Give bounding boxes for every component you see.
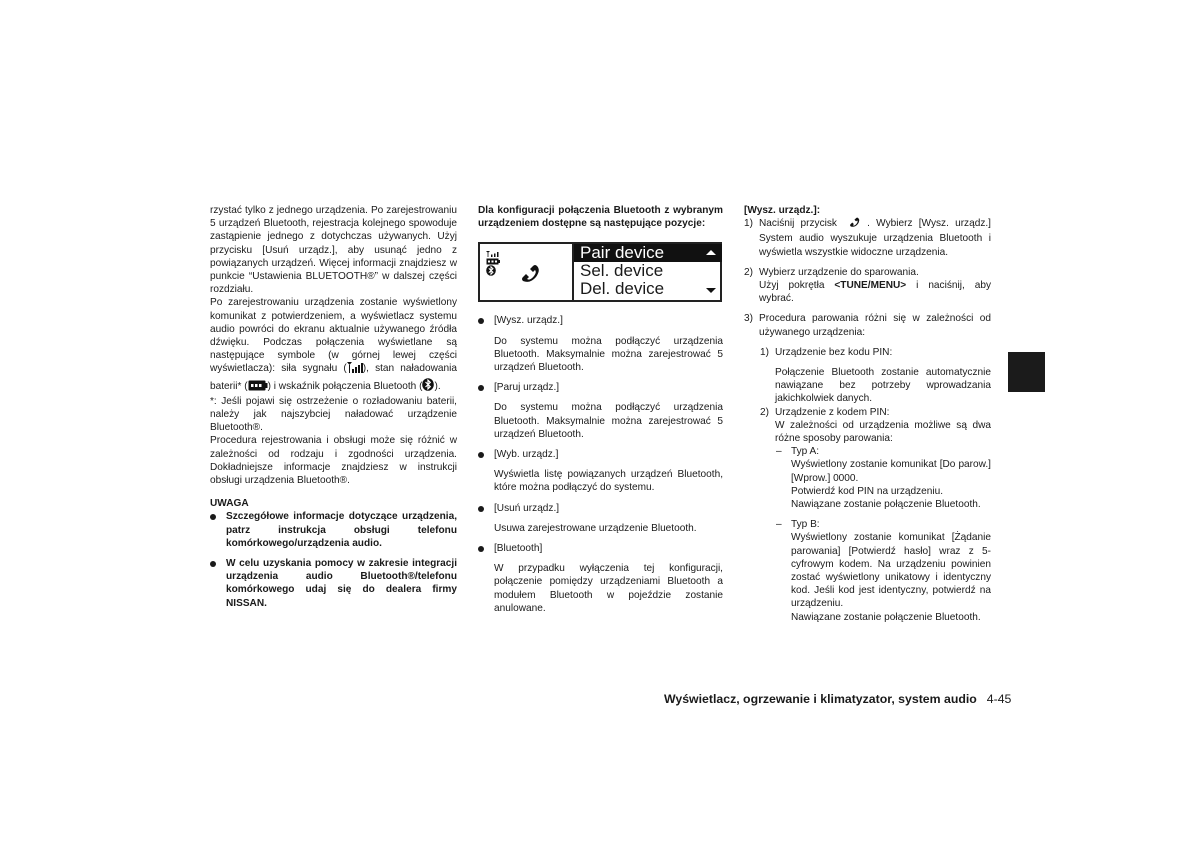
audio-display-illustration [478,242,722,302]
text: W zależności od urządzenia możliwe są dwa różne sposoby parowania: [775,419,991,445]
text: Procedura parowania różni się w zależności od używanego urządzenia: [759,313,991,338]
option-desc: Wyświetla listę powiązanych urządzeń Bluetooth, które można podłączyć do systemu. [494,469,723,494]
text: Po zarejestrowaniu urządzenia zostanie wyświetlony komunikat z potwierdzeniem, a wyświetlacz systemu audio powróci do ekranu aktualnie używanego źródła dźwięku. Podczas połączenia wyświetlane są następujące symbole (w górnej lewej części wyświetlacza): siła sygnału ( [210,297,457,375]
menu-item-pair-device[interactable] [574,244,722,262]
pairing-type [744,445,991,511]
page-footer [664,692,1011,706]
text: Wyświetlony zostanie komunikat [Do parow.] [Wprow.] 0000. [791,459,991,484]
option-item [478,381,723,441]
footnote: *: Jeśli pojawi się ostrzeżenie o rozładowaniu baterii, należy jak najszybciej naładować urządzenie Bluetooth®. [210,395,457,434]
bullet-icon [478,318,484,324]
substep [744,406,991,419]
option-item [478,502,723,535]
scroll-up-icon [706,250,716,255]
column-right [744,204,991,624]
bullet-icon [478,546,484,552]
menu-item-del-device[interactable] [574,280,722,298]
option-desc: Usuwa zarejestrowane urządzenie Bluetooth. [494,522,697,534]
dash: – [776,446,782,458]
paragraph: rzystać tylko z jednego urządzenia. Po zarejestrowaniu 5 urządzeń Bluetooth, rejestracja kolejnego spowoduje zastąpienie jednego z dotychczas używanych. Użyj przycisku [Usuń urządz.], aby usunąć jedno z powiązanych urządzeń. Więcej informacji znajdziesz w punkcie “Ustawienia BLUETOOTH®” w dalszej części rozdziału. [210,205,457,296]
bullet-icon [478,452,484,458]
menu-item-label: Del. device [580,279,665,299]
page-number: 4-45 [986,692,1012,706]
text: Wybierz urządzenie do sparowania. [759,266,919,278]
bullet-icon [210,514,216,520]
knob-name: <TUNE/MENU> [834,280,907,292]
option-desc: Do systemu można podłączyć urządzenia Bluetooth. Maksymalnie można zarejestrować 5 urządzeń Bluetooth. [494,402,723,440]
note-item [210,557,457,610]
note-text: W celu uzyskania pomocy w zakresie integracji urządzenia audio Bluetooth®/telefonu komórkowego udaj się do dealera firmy NISSAN. [226,558,457,609]
text: Urządzenie z kodem PIN: [775,406,890,418]
option-title: [Wysz. urządz.] [494,315,563,327]
signal-strength-icon [347,362,363,377]
option-desc: Do systemu można podłączyć urządzenia Bluetooth. Maksymalnie można zarejestrować 5 urządzeń Bluetooth. [494,335,723,374]
dash: – [776,519,782,531]
phone-handset-icon [520,264,542,288]
text: Wyświetlony zostanie komunikat [Żądanie parowania] [Potwierdź hasło] wraz z 5-cyfrowym kodem. Na urządzeniu powinien zostać wyświetlony unikatowy i identyczny kod. Jeśli kod jest identyczny, potwierdź na urządzeniu. [791,532,991,610]
text: Typ A: [791,446,820,458]
text: Połączenie Bluetooth zostanie automatycznie nawiązane bez potrzeby wprowadzania jakichkolwiek danych. [775,367,991,405]
step-number: 1) [744,218,753,230]
pairing-type [744,518,991,624]
intro: Dla konfiguracji połączenia Bluetooth z wybranym urządzeniem dostępne są następujące pozycje: [478,205,723,230]
menu-item-sel-device[interactable] [574,262,722,280]
bluetooth-icon [486,265,496,280]
option-item [478,314,723,374]
section-title: Wyświetlacz, ogrzewanie i klimatyzator, system audio [664,692,977,706]
text: . Wybierz [Wysz. urządz.] System audio wyszukuje urządzenia Bluetooth i wyświetla wszystkie widoczne urządzenia. [759,218,991,258]
bluetooth-icon [422,378,434,395]
text: Użyj pokrętła <TUNE/MENU> i naciśnij, aby wybrać. [759,280,991,305]
step [744,266,991,306]
text: Nawiązane zostanie połączenie Bluetooth. [791,499,981,511]
option-desc: W przypadku wyłączenia tej konfiguracji, połączenie pomiędzy urządzeniami Bluetooth a modułem Bluetooth w pojeździe zostanie anulowane. [494,563,723,614]
section-heading: [Wysz. urządz.]: [744,205,821,216]
column-middle [478,204,723,615]
option-item [478,542,723,615]
note-item [210,510,457,550]
display-status-area [480,244,570,300]
step-number: 3) [744,313,753,325]
text: Potwierdź kod PIN na urządzeniu. [791,485,944,497]
bullet-icon [210,561,216,567]
note-heading: UWAGA [210,498,249,510]
column-left [210,204,457,610]
chapter-tab-marker [1008,352,1045,392]
text: Naciśnij przycisk [759,218,837,230]
step [744,217,991,259]
option-item [478,448,723,495]
battery-icon [248,380,268,395]
menu-item-label: Sel. device [580,261,664,281]
step-number: 2) [760,406,769,418]
option-title: [Paruj urządz.] [494,382,560,394]
text: ), stan naładowania baterii* ( [210,363,457,392]
step [744,312,991,338]
substep [744,346,991,359]
menu-item-label: Pair device [580,243,665,263]
scroll-down-icon [706,288,716,293]
text: Nawiązane zostanie połączenie Bluetooth. [791,611,981,623]
paragraph: Procedura rejestrowania i obsługi może się różnić w zależności od rodzaju i zgodności urządzenia. Dokładniejsze informacje znajdziesz w instrukcji obsługi urządzenia Bluetooth®. [210,435,457,487]
text: Typ B: [791,519,820,531]
option-title: [Usuń urządz.] [494,502,560,514]
text: ). [434,380,441,392]
option-title: [Bluetooth] [494,543,543,555]
phone-handset-icon [849,217,861,232]
display-menu [572,244,722,300]
text: ) i wskaźnik połączenia Bluetooth ( [267,380,423,392]
note-text: Szczegółowe informacje dotyczące urządzenia, patrz instrukcja obsługi telefonu komórkowego/urządzenia audio. [226,511,457,549]
option-title: [Wyb. urządz.] [494,449,559,461]
bullet-icon [478,385,484,391]
text: Urządzenie bez kodu PIN: [775,346,893,358]
step-number: 2) [744,266,753,278]
step-number: 1) [760,346,769,358]
paragraph [210,296,457,394]
bullet-icon [478,506,484,512]
